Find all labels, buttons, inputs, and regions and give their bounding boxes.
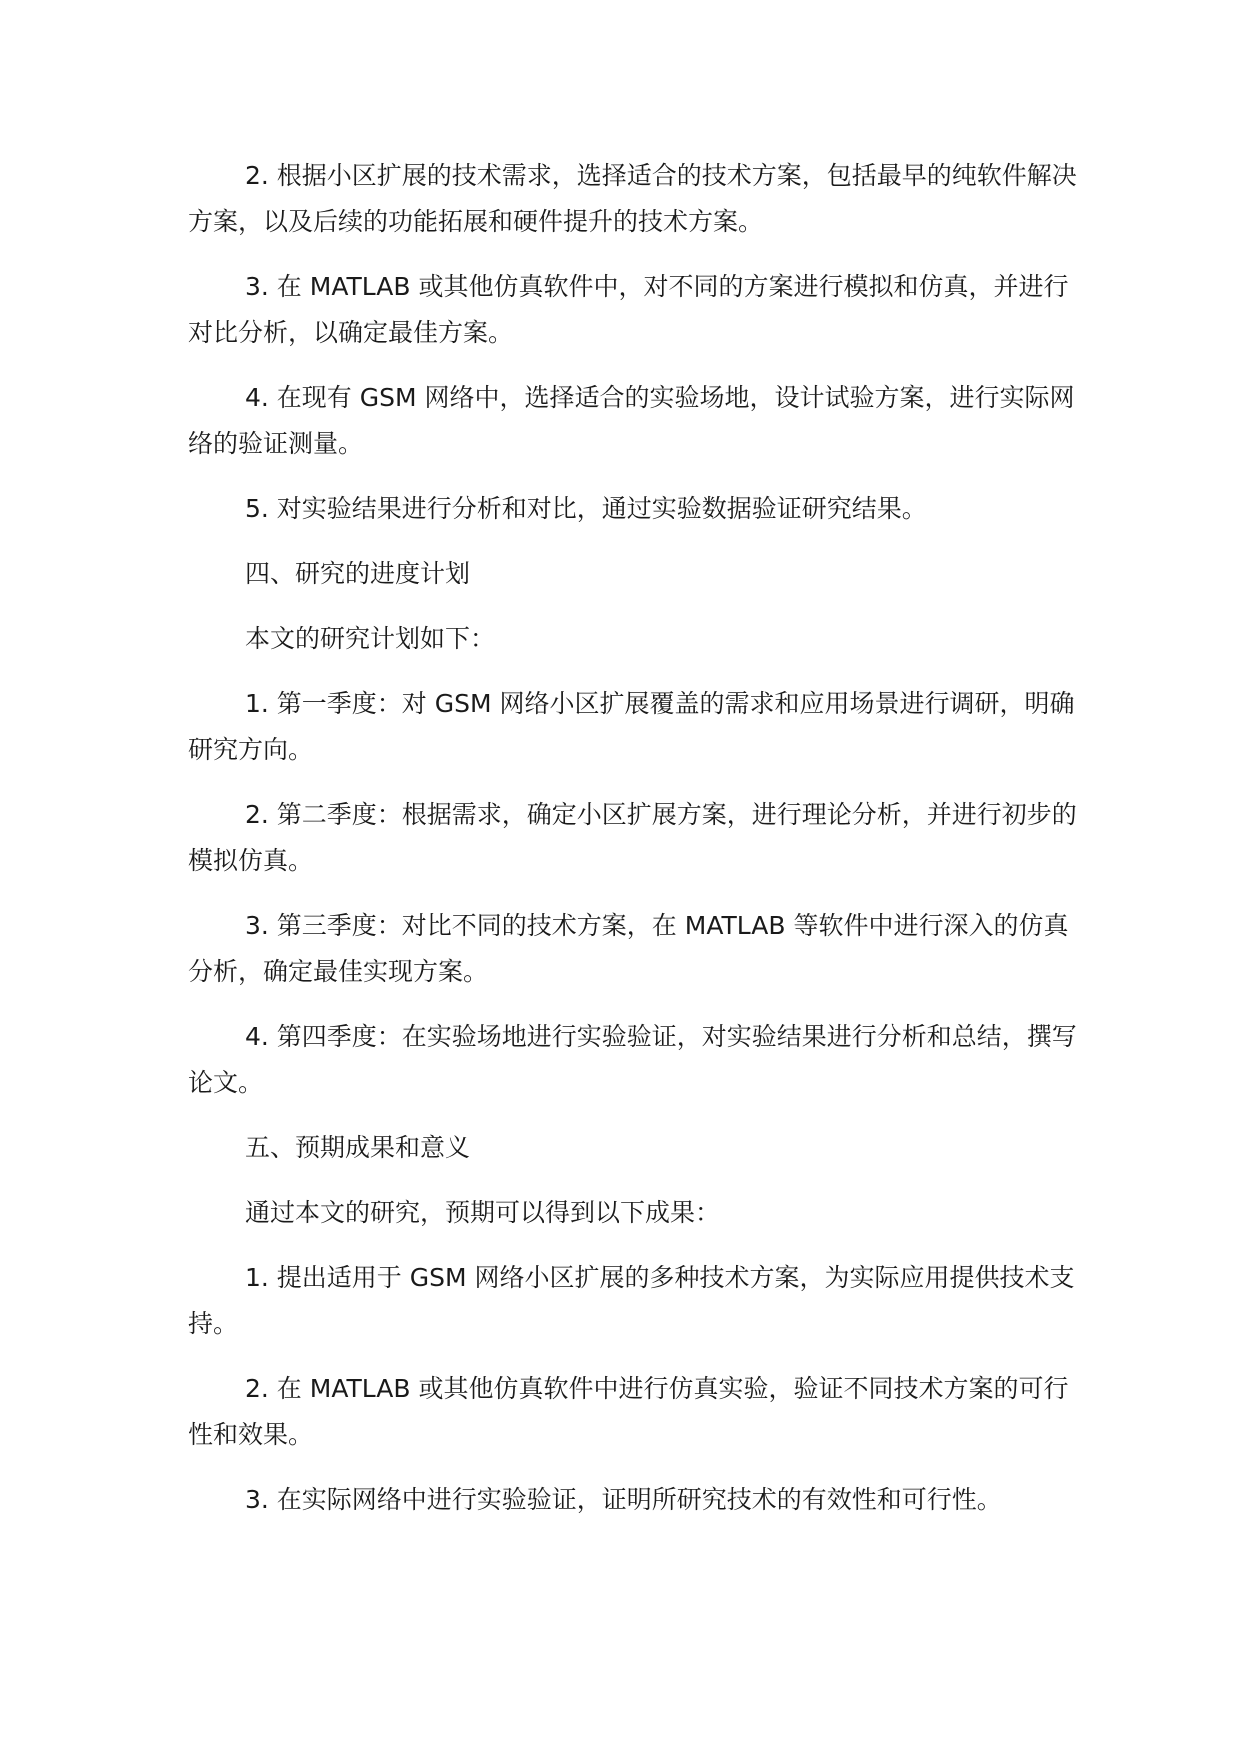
section-heading-schedule: 四、研究的进度计划 [245,559,471,588]
paragraph-schedule-q3: 3. 第三季度：对比不同的技术方案，在 MATLAB 等软件中进行深入的仿真分析，确定最佳实现方案。 [188,911,1069,986]
paragraph-method-step-5: 5. 对实验结果进行分析和对比，通过实验数据验证研究结果。 [245,494,927,523]
paragraph-schedule-intro: 本文的研究计划如下： [245,624,496,653]
paragraph-method-step-2: 2. 根据小区扩展的技术需求，选择适合的技术方案，包括最早的纯软件解决方案，以及后续的功能拓展和硬件提升的技术方案。 [188,161,1077,236]
paragraph-outcome-3: 3. 在实际网络中进行实验验证，证明所研究技术的有效性和可行性。 [245,1485,1002,1514]
paragraph-schedule-q2: 2. 第二季度：根据需求，确定小区扩展方案，进行理论分析，并进行初步的模拟仿真。 [188,800,1077,875]
paragraph-method-step-3: 3. 在 MATLAB 或其他仿真软件中，对不同的方案进行模拟和仿真，并进行对比分析，以确定最佳方案。 [188,272,1069,347]
paragraph-outcome-2: 2. 在 MATLAB 或其他仿真软件中进行仿真实验，验证不同技术方案的可行性和效果。 [188,1374,1069,1449]
paragraph-outcome-1: 1. 提出适用于 GSM 网络小区扩展的多种技术方案，为实际应用提供技术支持。 [188,1263,1075,1338]
document-body [188,153,1088,1542]
paragraph-outcomes-intro: 通过本文的研究，预期可以得到以下成果： [245,1198,721,1227]
section-heading-outcomes: 五、预期成果和意义 [245,1133,471,1162]
paragraph-schedule-q1: 1. 第一季度：对 GSM 网络小区扩展覆盖的需求和应用场景进行调研，明确研究方向。 [188,689,1075,764]
paragraph-schedule-q4: 4. 第四季度：在实验场地进行实验验证，对实验结果进行分析和总结，撰写论文。 [188,1022,1077,1097]
paragraph-method-step-4: 4. 在现有 GSM 网络中，选择适合的实验场地，设计试验方案，进行实际网络的验证测量。 [188,383,1075,458]
